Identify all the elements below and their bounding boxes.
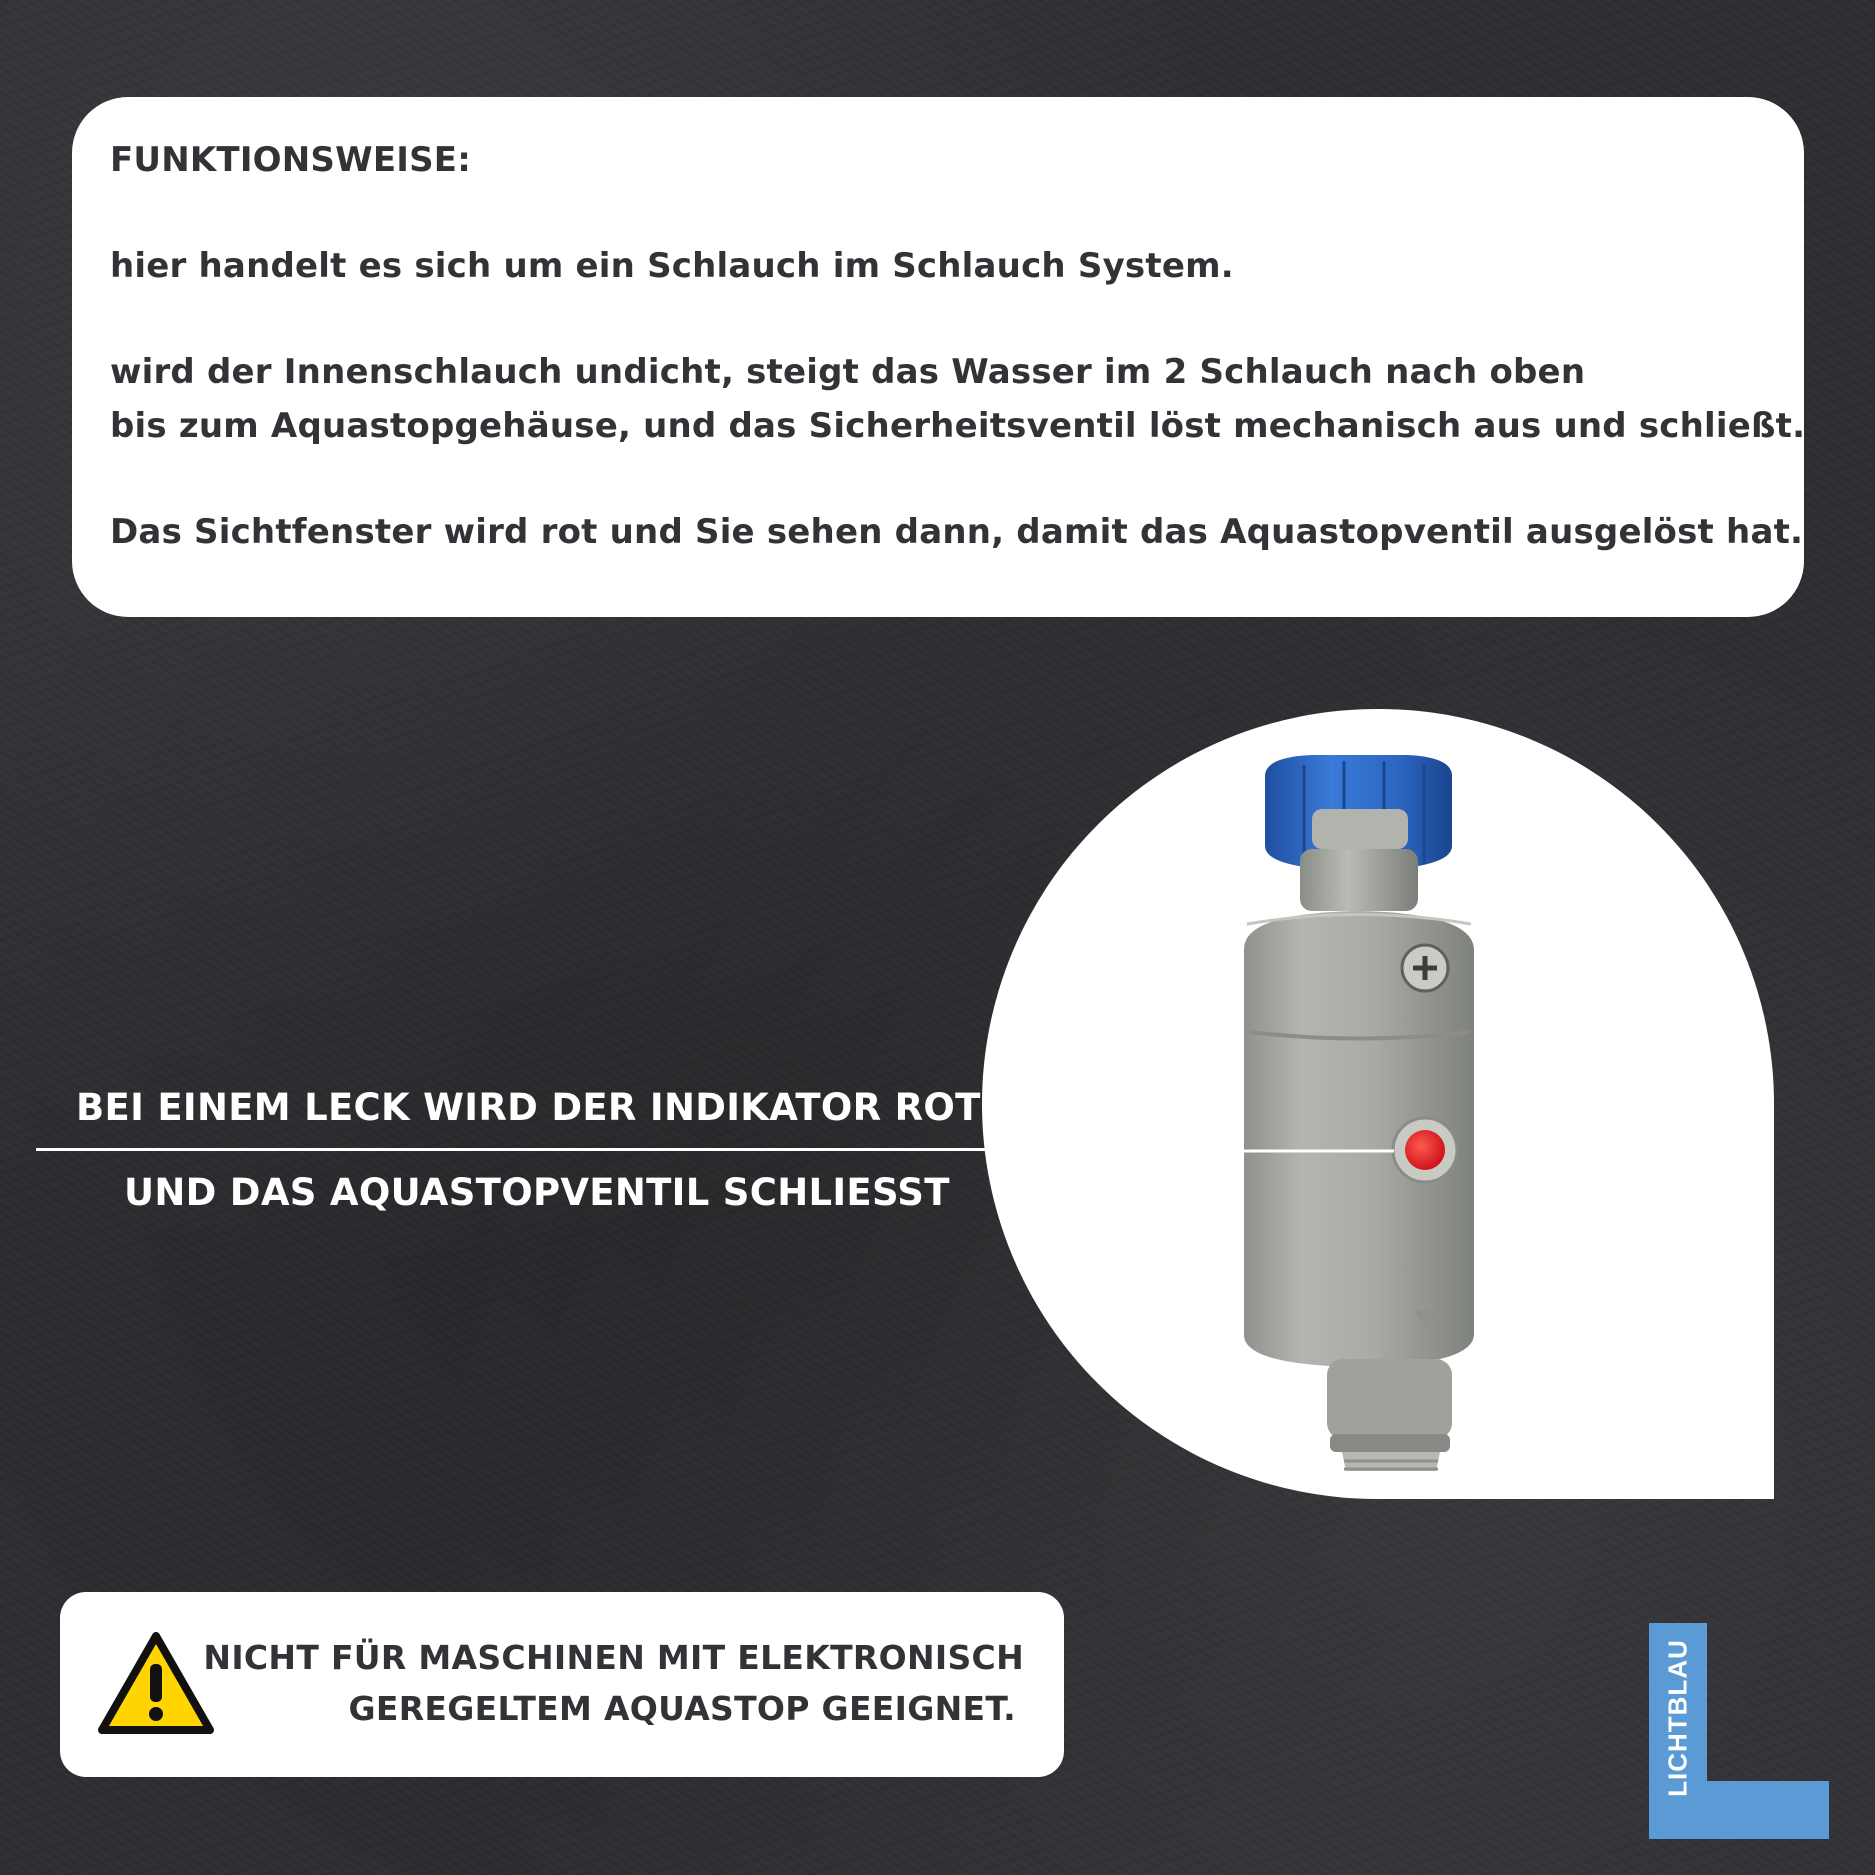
warning-line-2: GEREGELTEM AQUASTOP GEEIGNET. <box>348 1689 1016 1728</box>
aquastop-valve-illustration <box>982 709 1774 1499</box>
brand-logo <box>1649 1623 1829 1839</box>
warning-line-1: NICHT FÜR MASCHINEN MIT ELEKTRONISCH <box>203 1638 1024 1677</box>
callout-divider <box>36 1148 985 1151</box>
warning-triangle-icon <box>96 1630 216 1736</box>
screw-icon <box>1402 945 1448 991</box>
warning-card <box>60 1592 1064 1777</box>
logo-text: LICHTBLAU <box>1662 1639 1693 1797</box>
info-line-3: bis zum Aquastopgehäuse, und das Sicherheitsventil löst mechanisch aus und schließt. <box>110 406 1806 446</box>
info-line-4: Das Sichtfenster wird rot und Sie sehen dann, damit das Aquastopventil ausgelöst hat. <box>110 512 1804 552</box>
info-card <box>72 97 1804 617</box>
info-line-2: wird der Innenschlauch undicht, steigt das Wasser im 2 Schlauch nach oben <box>110 352 1586 392</box>
product-image-panel <box>982 709 1774 1499</box>
red-indicator-icon <box>1393 1118 1457 1182</box>
callout-line-2: UND DAS AQUASTOPVENTIL SCHLIESST <box>124 1171 950 1214</box>
warning-text <box>203 1632 1024 1734</box>
info-heading: FUNKTIONSWEISE: <box>110 140 472 180</box>
valve-neck <box>1300 809 1418 911</box>
info-line-1: hier handelt es sich um ein Schlauch im Schlauch System. <box>110 246 1234 286</box>
callout-line-1: BEI EINEM LECK WIRD DER INDIKATOR ROT <box>76 1086 981 1129</box>
